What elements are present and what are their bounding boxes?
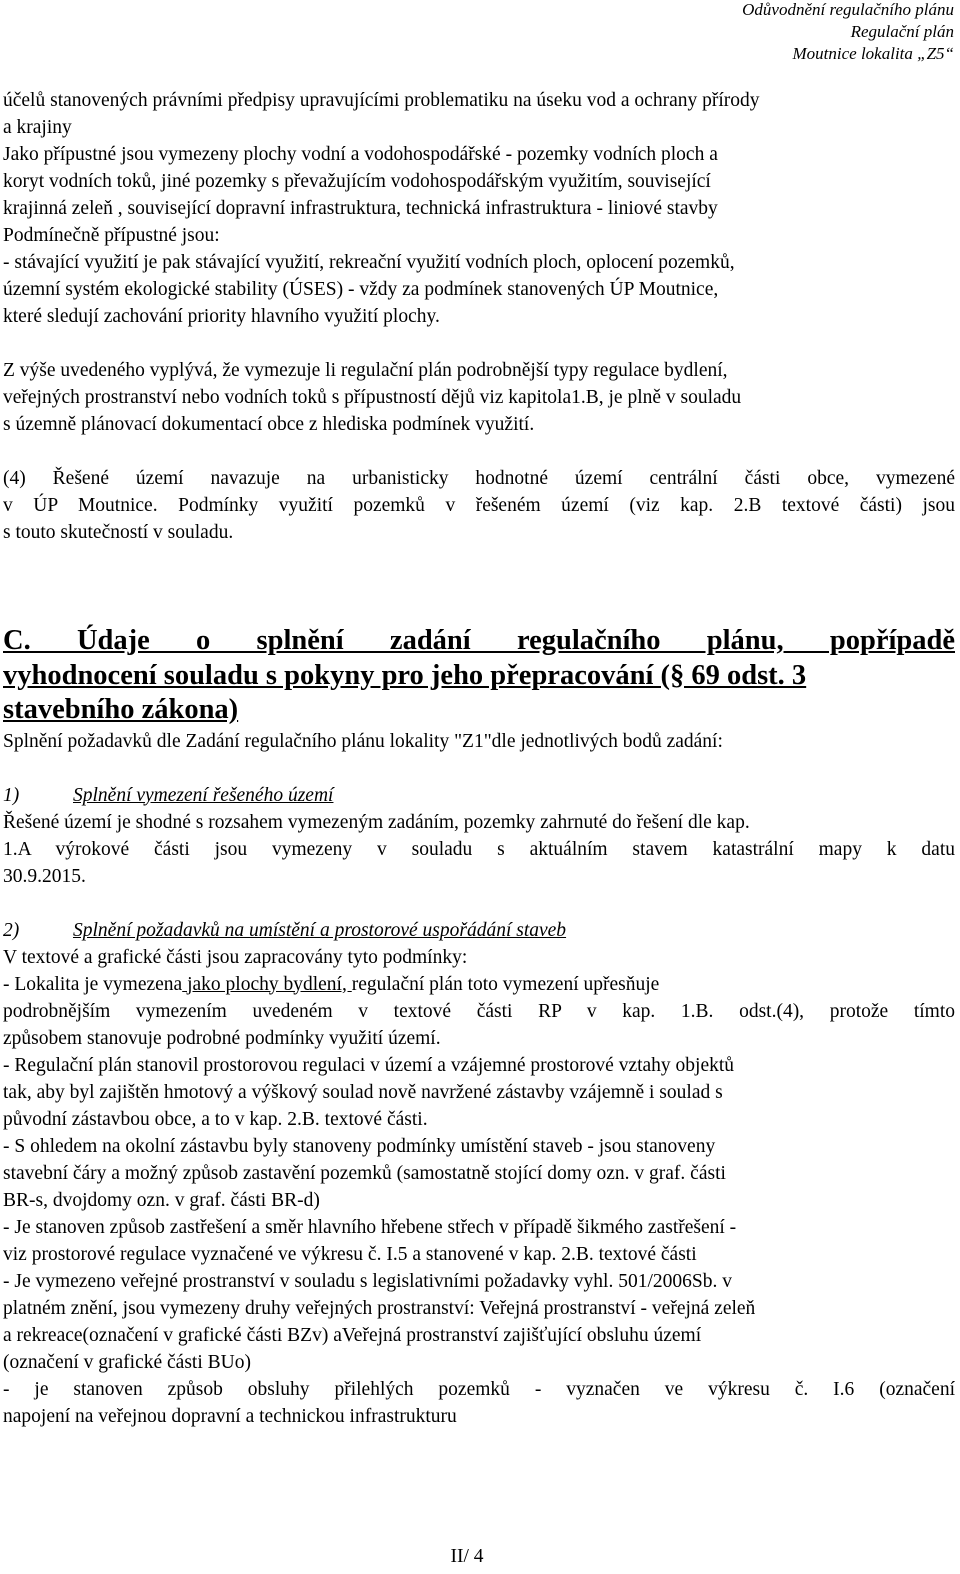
header-line-3: Moutnice lokalita „Z5“ bbox=[792, 44, 954, 63]
text-line: a krajiny bbox=[3, 117, 72, 138]
text-line: - Je stanoven způsob zastřešení a směr hlavního hřebene střech v případě šikmého zastřešení - bbox=[3, 1216, 737, 1238]
text-line: veřejných prostranství nebo vodních toků s přípustností dějů viz kapitola1.B, je plně v souladu bbox=[3, 387, 742, 408]
text-line: Řešené území je shodné s rozsahem vymezeným zadáním, pozemky zahrnuté do řešení dle kap. bbox=[3, 811, 750, 833]
text-line: původní zástavbou obce, a to v kap. 2.B. textové části. bbox=[3, 1108, 428, 1130]
text-line: Podmínečně přípustné jsou: bbox=[3, 225, 220, 246]
text-line: (označení v grafické části BUo) bbox=[3, 1351, 251, 1373]
subsection-number: 2) bbox=[3, 919, 20, 941]
subsection-title: Splnění požadavků na umístění a prostorové uspořádání staveb bbox=[73, 919, 567, 941]
page-number: II/ 4 bbox=[450, 1546, 484, 1567]
header-line-1: Odůvodnění regulačního plánu bbox=[742, 0, 954, 19]
section-heading-line-3: stavebního zákona) bbox=[3, 694, 239, 725]
subsection-number: 1) bbox=[3, 784, 20, 806]
subsection-heading-1 bbox=[3, 782, 955, 809]
text-line: viz prostorové regulace vyznačené ve výkresu č. I.5 a stanovené v kap. 2.B. textové části bbox=[3, 1243, 697, 1265]
text-line: s územně plánovací dokumentací obce z hlediska podmínek využití. bbox=[3, 414, 535, 435]
section-heading-line-1: C. Údaje o splnění zadání regulačního plánu, popřípadě bbox=[3, 625, 955, 656]
text-line: - Regulační plán stanovil prostorovou regulaci v území a vzájemné prostorové vztahy objektů bbox=[3, 1054, 735, 1076]
text-line bbox=[3, 971, 955, 998]
text-line: podrobnějším vymezením uvedeném v textové části RP v kap. 1.B. odst.(4), protože tímto bbox=[3, 1000, 955, 1022]
underlined-text: jako plochy bydlení, bbox=[182, 973, 352, 995]
text-line: - stávající využití je pak stávající využití, rekreační využití vodních ploch, oplocení pozemků, bbox=[3, 252, 735, 273]
text-line: s touto skutečností v souladu. bbox=[3, 522, 234, 543]
text-line: které sledují zachování priority hlavního využití plochy. bbox=[3, 306, 440, 327]
text-line: 30.9.2015. bbox=[3, 865, 86, 887]
text-line: stavební čáry a možný způsob zastavění pozemků (samostatně stojící domy ozn. v graf. části bbox=[3, 1162, 726, 1184]
text-line: - S ohledem na okolní zástavbu byly stanoveny podmínky umístění staveb - jsou stanoveny bbox=[3, 1135, 716, 1157]
text-line: napojení na veřejnou dopravní a technickou infrastrukturu bbox=[3, 1405, 457, 1427]
text-line: BR-s, dvojdomy ozn. v graf. části BR-d) bbox=[3, 1189, 320, 1211]
text-line: tak, aby byl zajištěn hmotový a výškový soulad nově navržené zástavby vzájemně i soulad s bbox=[3, 1081, 723, 1103]
text-line: krajinná zeleň , související dopravní infrastruktura, technická infrastruktura - liniové stavby bbox=[3, 198, 718, 219]
text-line: V textové a grafické části jsou zapracovány tyto podmínky: bbox=[3, 946, 468, 968]
text-span: - Lokalita je vymezena bbox=[3, 973, 183, 995]
text-line: v ÚP Moutnice. Podmínky využití pozemků v řešeném území (viz kap. 2.B textové části) jsou bbox=[3, 495, 955, 516]
text-line: platném znění, jsou vymezeny druhy veřejných prostranství: Veřejná prostranství - veřejná zeleň bbox=[3, 1297, 756, 1319]
text-line: Jako přípustné jsou vymezeny plochy vodní a vodohospodářské - pozemky vodních ploch a bbox=[3, 144, 718, 165]
text-line: (4) Řešené území navazuje na urbanisticky hodnotné území centrální části obce, vymezené bbox=[3, 468, 955, 489]
page-footer bbox=[0, 1543, 960, 1570]
text-line: účelů stanovených právními předpisy upravujícími problematiku na úseku vod a ochrany přírody bbox=[3, 90, 760, 111]
page-header bbox=[742, 0, 954, 65]
text-line: - Je vymezeno veřejné prostranství v souladu s legislativními požadavky vyhl. 501/2006Sb. v bbox=[3, 1270, 732, 1292]
subsection-heading-2 bbox=[3, 917, 955, 944]
text-line: způsobem stanovuje podrobné podmínky využití území. bbox=[3, 1027, 441, 1049]
text-line: a rekreace(označení v grafické části BZv) aVeřejná prostranství zajišťující obsluhu území bbox=[3, 1324, 702, 1346]
text-line: - je stanoven způsob obsluhy přilehlých pozemků - vyznačen ve výkresu č. I.6 (označení bbox=[3, 1378, 955, 1400]
text-line: 1.A výrokové části jsou vymezeny v souladu s aktuálním stavem katastrální mapy k datu bbox=[3, 838, 955, 860]
header-line-2: Regulační plán bbox=[850, 22, 954, 41]
section-heading-line-2: vyhodnocení souladu s pokyny pro jeho přepracování (§ 69 odst. 3 bbox=[3, 659, 807, 691]
text-span: regulační plán toto vymezení upřesňuje bbox=[351, 973, 660, 995]
text-line: územní systém ekologické stability (ÚSES) - vždy za podmínek stanovených ÚP Moutnice, bbox=[3, 279, 719, 300]
text-line: koryt vodních toků, jiné pozemky s převažujícím vodohospodářským využitím, související bbox=[3, 171, 711, 192]
subsection-title: Splnění vymezení řešeného území bbox=[73, 784, 334, 806]
section-intro: Splnění požadavků dle Zadání regulačního plánu lokality "Z1"dle jednotlivých bodů zadání: bbox=[3, 730, 723, 752]
document-body bbox=[3, 87, 955, 1430]
text-line: Z výše uvedeného vyplývá, že vymezuje li regulační plán podrobnější typy regulace bydlení, bbox=[3, 360, 728, 381]
